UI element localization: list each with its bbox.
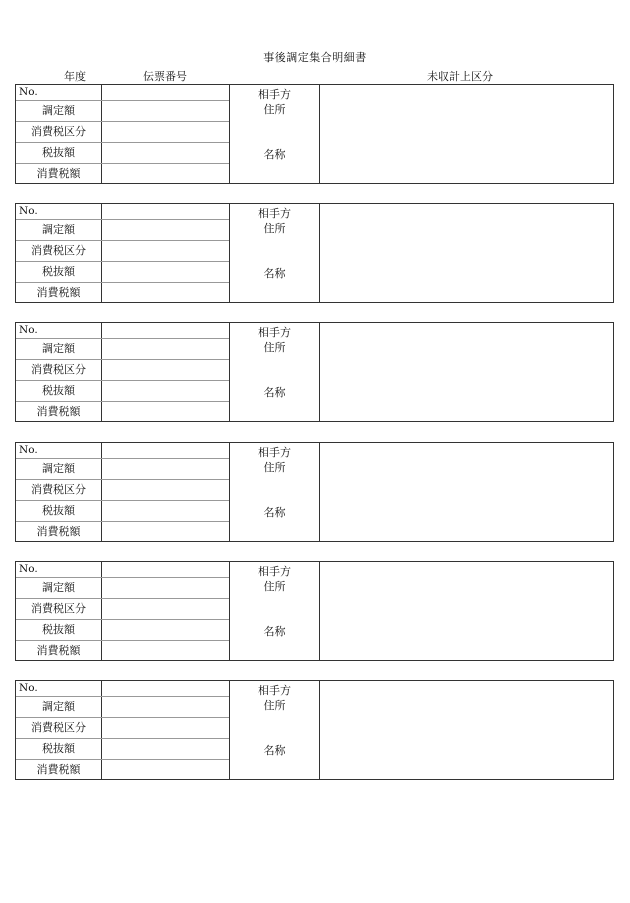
adjusted-amount-label: 調定額 <box>42 104 75 117</box>
no-row <box>16 85 101 101</box>
counterparty-column <box>230 443 320 541</box>
counterparty-details-cell[interactable] <box>320 204 613 302</box>
adjusted-amount-label: 調定額 <box>42 700 75 713</box>
name-label: 名称 <box>263 744 286 757</box>
tax-amount-row <box>16 641 101 660</box>
tax-category-label: 消費税区分 <box>31 363 86 376</box>
adjusted-amount-value-cell[interactable] <box>101 339 229 360</box>
excluding-tax-value-cell[interactable] <box>101 262 229 283</box>
tax-amount-row <box>16 402 101 421</box>
address-label: 住所 <box>263 461 286 474</box>
counterparty-column <box>230 85 320 183</box>
no-row <box>16 323 101 339</box>
name-label: 名称 <box>263 148 286 161</box>
no-label: No. <box>19 205 38 217</box>
label-column <box>16 443 102 541</box>
adjusted-amount-row <box>16 459 101 480</box>
entry-block-6 <box>15 680 614 780</box>
excluding-tax-value-cell[interactable] <box>101 143 229 164</box>
entry-block-5 <box>15 561 614 661</box>
tax-category-row <box>16 241 101 262</box>
tax-category-row <box>16 122 101 143</box>
tax-category-label: 消費税区分 <box>31 244 86 257</box>
counterparty-details-cell[interactable] <box>320 85 613 183</box>
value-column <box>101 85 230 183</box>
address-label: 住所 <box>263 341 286 354</box>
adjusted-amount-row <box>16 578 101 599</box>
no-value-cell[interactable] <box>101 85 229 101</box>
entry-block-3 <box>15 322 614 422</box>
adjusted-amount-value-cell[interactable] <box>101 459 229 480</box>
entry-block-1 <box>15 84 614 184</box>
tax-amount-value-cell[interactable] <box>101 641 229 660</box>
excluding-tax-row <box>16 501 101 522</box>
name-label: 名称 <box>263 267 286 280</box>
no-label: No. <box>19 682 38 694</box>
tax-category-value-cell[interactable] <box>101 122 229 143</box>
tax-category-value-cell[interactable] <box>101 360 229 381</box>
no-value-cell[interactable] <box>101 323 229 339</box>
value-column <box>101 443 230 541</box>
label-column <box>16 204 102 302</box>
header-year-label: 年度 <box>64 70 86 83</box>
counterparty-label: 相手方 <box>258 326 291 339</box>
no-label: No. <box>19 444 38 456</box>
excluding-tax-label: 税抜額 <box>42 146 75 159</box>
excluding-tax-label: 税抜額 <box>42 623 75 636</box>
counterparty-details-cell[interactable] <box>320 443 613 541</box>
adjusted-amount-label: 調定額 <box>42 223 75 236</box>
value-column <box>101 681 230 779</box>
adjusted-amount-label: 調定額 <box>42 462 75 475</box>
adjusted-amount-row <box>16 339 101 360</box>
no-row <box>16 562 101 578</box>
excluding-tax-row <box>16 262 101 283</box>
no-label: No. <box>19 563 38 575</box>
tax-amount-value-cell[interactable] <box>101 402 229 421</box>
excluding-tax-value-cell[interactable] <box>101 739 229 760</box>
counterparty-label: 相手方 <box>258 88 291 101</box>
adjusted-amount-value-cell[interactable] <box>101 220 229 241</box>
label-column <box>16 85 102 183</box>
address-label: 住所 <box>263 699 286 712</box>
adjusted-amount-value-cell[interactable] <box>101 101 229 122</box>
counterparty-column <box>230 681 320 779</box>
no-row <box>16 204 101 220</box>
counterparty-label: 相手方 <box>258 565 291 578</box>
no-value-cell[interactable] <box>101 562 229 578</box>
counterparty-column <box>230 204 320 302</box>
value-column <box>101 323 230 421</box>
tax-amount-row <box>16 283 101 302</box>
tax-category-row <box>16 360 101 381</box>
no-label: No. <box>19 324 38 336</box>
tax-amount-row <box>16 760 101 779</box>
counterparty-details-cell[interactable] <box>320 562 613 660</box>
excluding-tax-value-cell[interactable] <box>101 620 229 641</box>
excluding-tax-value-cell[interactable] <box>101 381 229 402</box>
name-label: 名称 <box>263 625 286 638</box>
tax-amount-label: 消費税額 <box>36 167 81 180</box>
tax-category-label: 消費税区分 <box>31 721 86 734</box>
excluding-tax-row <box>16 620 101 641</box>
label-column <box>16 562 102 660</box>
adjusted-amount-label: 調定額 <box>42 581 75 594</box>
counterparty-column <box>230 562 320 660</box>
tax-category-label: 消費税区分 <box>31 483 86 496</box>
adjusted-amount-row <box>16 697 101 718</box>
tax-amount-value-cell[interactable] <box>101 522 229 541</box>
tax-category-value-cell[interactable] <box>101 241 229 262</box>
counterparty-label: 相手方 <box>258 207 291 220</box>
tax-amount-row <box>16 164 101 183</box>
value-column <box>101 204 230 302</box>
tax-amount-label: 消費税額 <box>36 286 81 299</box>
tax-category-row <box>16 599 101 620</box>
excluding-tax-label: 税抜額 <box>42 384 75 397</box>
header-category-label: 未収計上区分 <box>427 70 493 83</box>
counterparty-details-cell[interactable] <box>320 681 613 779</box>
adjusted-amount-label: 調定額 <box>42 342 75 355</box>
adjusted-amount-row <box>16 220 101 241</box>
address-label: 住所 <box>263 580 286 593</box>
name-label: 名称 <box>263 386 286 399</box>
tax-amount-value-cell[interactable] <box>101 164 229 183</box>
label-column <box>16 323 102 421</box>
no-row <box>16 443 101 459</box>
value-column <box>101 562 230 660</box>
tax-amount-value-cell[interactable] <box>101 760 229 779</box>
header-slip-number-label: 伝票番号 <box>143 70 187 83</box>
counterparty-column <box>230 323 320 421</box>
tax-category-value-cell[interactable] <box>101 718 229 739</box>
counterparty-label: 相手方 <box>258 684 291 697</box>
excluding-tax-row <box>16 739 101 760</box>
tax-amount-row <box>16 522 101 541</box>
tax-category-value-cell[interactable] <box>101 599 229 620</box>
excluding-tax-row <box>16 381 101 402</box>
tax-category-label: 消費税区分 <box>31 602 86 615</box>
entry-block-2 <box>15 203 614 303</box>
no-row <box>16 681 101 697</box>
excluding-tax-label: 税抜額 <box>42 742 75 755</box>
tax-category-row <box>16 480 101 501</box>
no-value-cell[interactable] <box>101 204 229 220</box>
page-title: 事後調定集合明細書 <box>263 51 367 64</box>
tax-amount-label: 消費税額 <box>36 763 81 776</box>
no-value-cell[interactable] <box>101 681 229 697</box>
address-label: 住所 <box>263 103 286 116</box>
excluding-tax-value-cell[interactable] <box>101 501 229 522</box>
entry-block-4 <box>15 442 614 542</box>
address-label: 住所 <box>263 222 286 235</box>
tax-amount-label: 消費税額 <box>36 405 81 418</box>
no-label: No. <box>19 86 38 98</box>
label-column <box>16 681 102 779</box>
excluding-tax-row <box>16 143 101 164</box>
tax-amount-label: 消費税額 <box>36 525 81 538</box>
adjusted-amount-row <box>16 101 101 122</box>
tax-amount-value-cell[interactable] <box>101 283 229 302</box>
counterparty-label: 相手方 <box>258 446 291 459</box>
tax-category-label: 消費税区分 <box>31 125 86 138</box>
excluding-tax-label: 税抜額 <box>42 504 75 517</box>
tax-category-row <box>16 718 101 739</box>
no-value-cell[interactable] <box>101 443 229 459</box>
adjusted-amount-value-cell[interactable] <box>101 578 229 599</box>
excluding-tax-label: 税抜額 <box>42 265 75 278</box>
adjusted-amount-value-cell[interactable] <box>101 697 229 718</box>
tax-category-value-cell[interactable] <box>101 480 229 501</box>
tax-amount-label: 消費税額 <box>36 644 81 657</box>
counterparty-details-cell[interactable] <box>320 323 613 421</box>
name-label: 名称 <box>263 506 286 519</box>
